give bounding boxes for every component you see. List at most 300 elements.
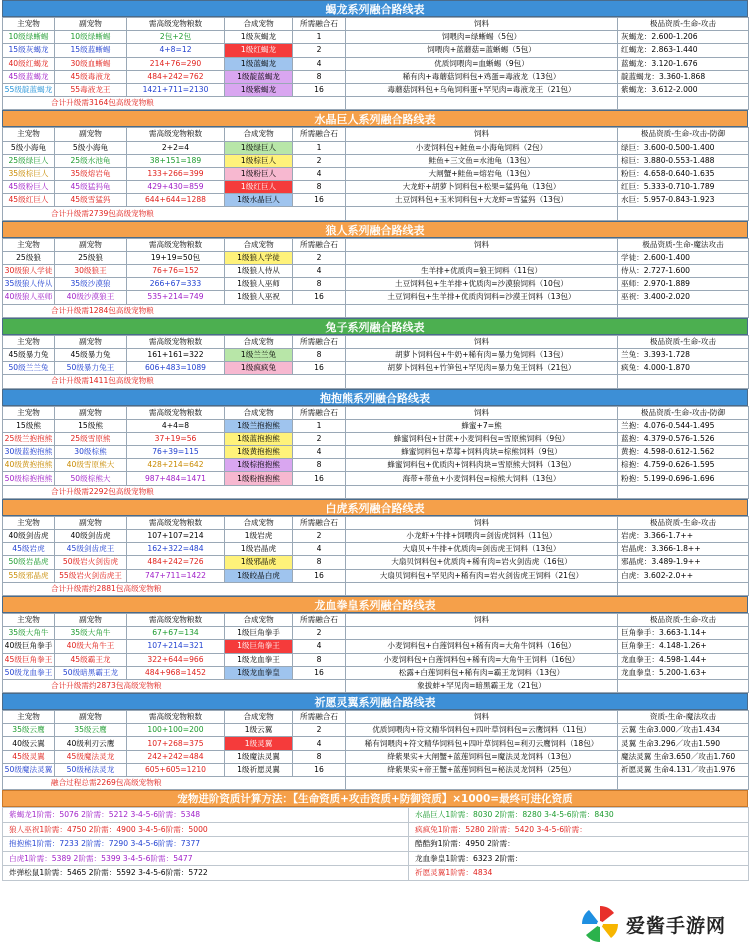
total-food: 合计升级需约2881包高级宠物粮: [3, 582, 346, 595]
food-count: 1421+711=2130: [127, 83, 225, 96]
blank-cell: [618, 304, 749, 317]
column-header: 主宠物: [3, 335, 55, 348]
result-pet: 1级棕抱抱熊: [225, 459, 293, 472]
result-pet: 1级巨角拳王: [225, 640, 293, 653]
total-food: 合计升级需1284包高级宠物粮: [3, 304, 346, 317]
aptitude: 巨角拳王：4.148-1.26+: [618, 640, 749, 653]
column-header: 所需融合石: [293, 18, 346, 31]
column-header: 副宠物: [55, 335, 127, 348]
fusion-stones: 2: [293, 627, 346, 640]
column-header: 饲料: [346, 238, 618, 251]
food-count: 4+8=12: [127, 44, 225, 57]
column-header: 极品资质-生命-攻击-防御: [618, 406, 749, 419]
food-count: 484+968=1452: [127, 666, 225, 679]
aptitude: 紫蝎龙：3.612-2.000: [618, 83, 749, 96]
route-section: [2, 110, 748, 220]
section-title: 兔子系列融合路线表: [2, 318, 748, 335]
aptitude: 棕抱：4.759-0.626-1.595: [618, 459, 749, 472]
table-row: [3, 44, 749, 57]
total-food: 合计升级需1411包高级宠物粮: [3, 375, 346, 388]
table-row: [3, 556, 749, 569]
column-header: 极品资质-生命-攻击: [618, 516, 749, 529]
feed-recipe: 饲喂肉=绿蜥蜴（5包）: [346, 31, 618, 44]
aptitude-row: [3, 808, 749, 823]
aptitude: 巫祝：3.400-2.020: [618, 291, 749, 304]
result-pet: 1级灵翼: [225, 737, 293, 750]
route-section: [2, 499, 748, 596]
food-count: 107+107=214: [127, 530, 225, 543]
column-header: 合成宠物: [225, 238, 293, 251]
total-row: [3, 97, 749, 110]
column-header: 合成宠物: [225, 335, 293, 348]
total-row: [3, 777, 749, 790]
sub-pet: 40级雪原熊大: [55, 459, 127, 472]
route-table: [2, 238, 749, 318]
extra-feed: [346, 375, 618, 388]
food-count: 605+605=1210: [127, 763, 225, 776]
result-pet: 1级龙血拳皇: [225, 666, 293, 679]
extra-feed: 象拔蚌+罕见肉=暗黑霸王龙（21包）: [346, 679, 618, 692]
result-pet: 1级狼人巫师: [225, 278, 293, 291]
aptitude: 学徒：2.600-1.400: [618, 251, 749, 264]
main-pet: 45级粉巨人: [3, 181, 55, 194]
fusion-stones: 1: [293, 419, 346, 432]
route-table: [2, 17, 749, 110]
sub-pet: 45级猛犸龟: [55, 181, 127, 194]
column-header: 饲料: [346, 406, 618, 419]
route-table: [2, 127, 749, 220]
column-header: 极品资质-生命-攻击: [618, 613, 749, 626]
column-header: 需高级宠物粮数: [127, 335, 225, 348]
column-header: 极品资质-生命-攻击: [618, 18, 749, 31]
fusion-stones: 4: [293, 446, 346, 459]
column-header: 饲料: [346, 516, 618, 529]
result-pet: 1级蓝蝎龙: [225, 57, 293, 70]
fusion-stones: 2: [293, 251, 346, 264]
column-header: 需高级宠物粮数: [127, 711, 225, 724]
food-count: 429+430=859: [127, 181, 225, 194]
column-header: 需高级宠物粮数: [127, 238, 225, 251]
main-pet: 35级棕巨人: [3, 167, 55, 180]
aptitude-right: 祈愿灵翼1阶需：4834: [409, 866, 749, 881]
result-pet: 1级皎晶白虎: [225, 569, 293, 582]
aptitude: 红蝎龙：2.863-1.440: [618, 44, 749, 57]
route-section: [2, 318, 748, 389]
result-pet: 1级粉巨人: [225, 167, 293, 180]
feed-recipe: 生羊排+优质肉=狼王饲料（11包）: [346, 265, 618, 278]
column-header: 主宠物: [3, 711, 55, 724]
result-pet: 1级龙血拳王: [225, 653, 293, 666]
feed-recipe: [346, 627, 618, 640]
food-count: 2包+2包: [127, 31, 225, 44]
result-pet: 1级水晶巨人: [225, 194, 293, 207]
aptitude: 兰抱：4.076-0.544-1.495: [618, 419, 749, 432]
aptitude: 云翼 生命3.000／攻击1.434: [618, 724, 749, 737]
aptitude: 龙血拳王：4.598-1.44+: [618, 653, 749, 666]
main-pet: 50级岩晶虎: [3, 556, 55, 569]
aptitude-right: 疯疯兔1阶需：5280 2阶需：5420 3-4-5-6阶需：: [409, 822, 749, 837]
fusion-stones: 2: [293, 724, 346, 737]
column-header: 合成宠物: [225, 18, 293, 31]
column-header: 主宠物: [3, 18, 55, 31]
food-count: 4+4=8: [127, 419, 225, 432]
column-header: 饲料: [346, 18, 618, 31]
main-pet: 40级巨角拳手: [3, 640, 55, 653]
fusion-stones: 8: [293, 750, 346, 763]
main-pet: 45级蓝蝎龙: [3, 70, 55, 83]
column-header: 所需融合石: [293, 613, 346, 626]
aptitude: 黄抱：4.598-0.612-1.562: [618, 446, 749, 459]
aptitude-left: 抱抱熊1阶需：7233 2阶需：7290 3-4-5-6阶需：7377: [3, 837, 409, 852]
feed-recipe: 海带+带鱼+小麦饲料包=棕熊大饲料（13包）: [346, 472, 618, 485]
food-count: 428+214=642: [127, 459, 225, 472]
food-count: 322+644=966: [127, 653, 225, 666]
table-row: [3, 362, 749, 375]
table-row: [3, 724, 749, 737]
table-row: [3, 640, 749, 653]
main-pet: 35级云鹰: [3, 724, 55, 737]
column-header: 所需融合石: [293, 516, 346, 529]
feed-recipe: 优质饲喂肉+符文精华饲料包+四叶草饲料包=云鹰饲料（11包）: [346, 724, 618, 737]
total-row: [3, 485, 749, 498]
sub-pet: 30级血蜥蜴: [55, 57, 127, 70]
table-row: [3, 154, 749, 167]
table-row: [3, 627, 749, 640]
header-row: [3, 406, 749, 419]
blank-cell: [618, 97, 749, 110]
total-row: [3, 375, 749, 388]
food-count: 161+161=322: [127, 348, 225, 361]
table-row: [3, 543, 749, 556]
table-row: [3, 530, 749, 543]
extra-feed: [346, 777, 618, 790]
sub-pet: 50级岩火剑齿虎: [55, 556, 127, 569]
blank-cell: [618, 485, 749, 498]
result-pet: 1级疯疯兔: [225, 362, 293, 375]
column-header: 需高级宠物粮数: [127, 516, 225, 529]
blank-cell: [618, 777, 749, 790]
sub-pet: 50级暗黑霸王龙: [55, 666, 127, 679]
aptitude: 粉巨：4.658-0.640-1.635: [618, 167, 749, 180]
table-row: [3, 194, 749, 207]
column-header: 饲料: [346, 711, 618, 724]
column-header: 主宠物: [3, 613, 55, 626]
main-pet: 45级暴力兔: [3, 348, 55, 361]
food-count: 133+266=399: [127, 167, 225, 180]
column-header: 需高级宠物粮数: [127, 128, 225, 141]
table-row: [3, 57, 749, 70]
column-header: 极品资质-生命-攻击: [618, 335, 749, 348]
feed-recipe: 饲喂肉+蓝蘑菇=蓝蜥蜴（5包）: [346, 44, 618, 57]
column-header: 所需融合石: [293, 238, 346, 251]
total-food: 合计升级需3164包高级宠物粮: [3, 97, 346, 110]
table-row: [3, 181, 749, 194]
header-row: [3, 18, 749, 31]
result-pet: 1级兰兰兔: [225, 348, 293, 361]
aptitude: 灰蝎龙：2.600-1.206: [618, 31, 749, 44]
table-row: [3, 432, 749, 445]
column-header: 主宠物: [3, 406, 55, 419]
aptitude-right: 龙血拳皇1阶需：6323 2阶需：: [409, 851, 749, 866]
table-row: [3, 472, 749, 485]
result-pet: 1级狼人学徒: [225, 251, 293, 264]
sub-pet: 35级大角牛: [55, 627, 127, 640]
route-section: [2, 693, 748, 790]
fusion-stones: 4: [293, 167, 346, 180]
feed-recipe: 胡萝卜饲料包+竹笋包+罕见肉=暴力兔王饲料（21包）: [346, 362, 618, 375]
main-pet: 50级龙血拳王: [3, 666, 55, 679]
footer-title: 宠物进阶资质计算方法：【生命资质+攻击资质+防御资质】×1000=最终可进化资质: [2, 790, 748, 807]
main-pet: 40级黄抱抱熊: [3, 459, 55, 472]
fusion-stones: 16: [293, 362, 346, 375]
sub-pet: 5级小海龟: [55, 141, 127, 154]
table-row: [3, 653, 749, 666]
sub-pet: 55级岩火剑齿虎王: [55, 569, 127, 582]
sub-pet: 45级暴力兔: [55, 348, 127, 361]
food-count: 67+67=134: [127, 627, 225, 640]
aptitude: 岩虎：3.366-1.7++: [618, 530, 749, 543]
aptitude-left: 炸弹松鼠1阶需：5465 2阶需：5592 3-4-5-6阶需：5722: [3, 866, 409, 881]
feed-recipe: 大扇贝饲料包+优质肉+稀有肉=岩火剑齿虎（16包）: [346, 556, 618, 569]
feed-recipe: 土豆饲料包+玉米饲料包+大龙虾=雪猛犸（13包）: [346, 194, 618, 207]
main-pet: 5级小海龟: [3, 141, 55, 154]
fusion-stones: 8: [293, 70, 346, 83]
food-count: 76+39=115: [127, 446, 225, 459]
watermark: [574, 900, 744, 948]
total-row: [3, 679, 749, 692]
aptitude-row: [3, 866, 749, 881]
sub-pet: 10级绿蜥蜴: [55, 31, 127, 44]
table-row: [3, 750, 749, 763]
feed-recipe: 大扇贝饲料包+罕见肉+稀有肉=岩火剑齿虎王饲料（21包）: [346, 569, 618, 582]
result-pet: 1级兰抱抱熊: [225, 419, 293, 432]
food-count: 19+19=50包: [127, 251, 225, 264]
main-pet: 45级岩虎: [3, 543, 55, 556]
column-header: 饲料: [346, 613, 618, 626]
fusion-stones: 4: [293, 737, 346, 750]
fusion-stones: 16: [293, 291, 346, 304]
watermark-text: 爱酱手游网: [626, 914, 727, 937]
feed-recipe: 稀有肉+毒蘑菇饲料包+鸡蛋=毒液龙（13包）: [346, 70, 618, 83]
aptitude: 水巨：5.957-0.843-1.923: [618, 194, 749, 207]
sub-pet: 25级水池龟: [55, 154, 127, 167]
column-header: 合成宠物: [225, 711, 293, 724]
column-header: 需高级宠物粮数: [127, 406, 225, 419]
feed-recipe: [346, 251, 618, 264]
fusion-stones: 2: [293, 432, 346, 445]
sub-pet: 25级狼: [55, 251, 127, 264]
food-count: 37+19=56: [127, 432, 225, 445]
main-pet: 50级魔法灵翼: [3, 763, 55, 776]
fusion-stones: 4: [293, 57, 346, 70]
aptitude: 龙血拳皇：5.200-1.63+: [618, 666, 749, 679]
table-row: [3, 459, 749, 472]
total-food: 合计升级需约2873包高级宠物粮: [3, 679, 346, 692]
route-table: [2, 613, 749, 693]
blank-cell: [618, 207, 749, 220]
fusion-stones: 16: [293, 763, 346, 776]
main-pet: 35级狼人侍从: [3, 278, 55, 291]
aptitude: 兰兔：3.393-1.728: [618, 348, 749, 361]
table-row: [3, 737, 749, 750]
feed-recipe: 优质饲喂肉=血蜥蜴（9包）: [346, 57, 618, 70]
food-count: 76+76=152: [127, 265, 225, 278]
header-row: [3, 711, 749, 724]
header-row: [3, 238, 749, 251]
header-row: [3, 613, 749, 626]
feed-recipe: 胡萝卜饲料包+牛奶+稀有肉=暴力兔饲料（13包）: [346, 348, 618, 361]
table-row: [3, 83, 749, 96]
column-header: 极品资质-生命-攻击-防御: [618, 128, 749, 141]
aptitude: 棕巨：3.880-0.553-1.488: [618, 154, 749, 167]
feed-recipe: 绛紫果实+大闸蟹+蓝莲饲料包=魔法灵龙饲料（13包）: [346, 750, 618, 763]
feed-recipe: 小麦饲料包+白莲饲料包+稀有肉=大角牛饲料（16包）: [346, 640, 618, 653]
extra-feed: [346, 582, 618, 595]
result-pet: 1级靛蓝蝎龙: [225, 70, 293, 83]
sub-pet: 40级沙漠狼王: [55, 291, 127, 304]
result-pet: 1级紫蝎龙: [225, 83, 293, 96]
feed-recipe: 稀有饲喂肉+符文精华饲料包+四叶草饲料包=利刃云鹰饲料（18包）: [346, 737, 618, 750]
feed-recipe: 大闸蟹+鲑鱼=熔岩龟（13包）: [346, 167, 618, 180]
aptitude: 祈愿灵翼 生命4.131／攻击1.976: [618, 763, 749, 776]
aptitude: 魔法灵翼 生命3.650／攻击1.760: [618, 750, 749, 763]
total-row: [3, 582, 749, 595]
sub-pet: 35级云鹰: [55, 724, 127, 737]
result-pet: 1级蓝抱抱熊: [225, 432, 293, 445]
aptitude: 红巨：5.333-0.710-1.789: [618, 181, 749, 194]
result-pet: 1级云翼: [225, 724, 293, 737]
aptitude: 蓝抱：4.379-0.576-1.526: [618, 432, 749, 445]
aptitude: 蓝蝎龙：3.120-1.676: [618, 57, 749, 70]
column-header: 合成宠物: [225, 613, 293, 626]
sub-pet: 50级秘法灵龙: [55, 763, 127, 776]
main-pet: 55级靛蓝蝎龙: [3, 83, 55, 96]
food-count: 2+2=4: [127, 141, 225, 154]
fusion-stones: 8: [293, 556, 346, 569]
sub-pet: 30级狼王: [55, 265, 127, 278]
total-food: 合计升级需2292包高级宠物粮: [3, 485, 346, 498]
column-header: 极品资质-生命-魔法攻击: [618, 238, 749, 251]
route-section: [2, 221, 748, 318]
fusion-stones: 16: [293, 666, 346, 679]
feed-recipe: 蜂蜜饲料包+草莓+饲料肉块=棕熊饲料（9包）: [346, 446, 618, 459]
table-row: [3, 265, 749, 278]
column-header: 饲料: [346, 128, 618, 141]
food-count: 107+214=321: [127, 640, 225, 653]
feed-recipe: 松露+白莲饲料包+稀有肉=霸王龙饲料（13包）: [346, 666, 618, 679]
aptitude-left: 白虎1阶需：5389 2阶需：5399 3-4-5-6阶需：5477: [3, 851, 409, 866]
main-pet: 10级绿蜥蜴: [3, 31, 55, 44]
extra-feed: [346, 97, 618, 110]
result-pet: 1级黄抱抱熊: [225, 446, 293, 459]
aptitude: 灵翼 生命3.296／攻击1.590: [618, 737, 749, 750]
main-pet: 45级红巨人: [3, 194, 55, 207]
column-header: 主宠物: [3, 128, 55, 141]
aptitude-row: [3, 851, 749, 866]
table-row: [3, 763, 749, 776]
aptitude: 岩晶虎：3.366-1.8++: [618, 543, 749, 556]
fusion-stones: 8: [293, 348, 346, 361]
total-row: [3, 207, 749, 220]
feed-recipe: 小麦饲料包+鲑鱼=小海龟饲料（2包）: [346, 141, 618, 154]
result-pet: 1级狼人侍从: [225, 265, 293, 278]
main-pet: 40级剑齿虎: [3, 530, 55, 543]
sub-pet: 35级沙漠狼: [55, 278, 127, 291]
section-title: 祈愿灵翼系列融合路线表: [2, 693, 748, 710]
fusion-stones: 8: [293, 181, 346, 194]
aptitude-left: 紫蝎龙1阶需：5076 2阶需：5212 3-4-5-6阶需：5348: [3, 808, 409, 823]
food-count: 107+268=375: [127, 737, 225, 750]
aptitude-footer: [2, 790, 748, 881]
fusion-stones: 2: [293, 530, 346, 543]
main-pet: 35级大角牛: [3, 627, 55, 640]
table-row: [3, 31, 749, 44]
sub-pet: 15级熊: [55, 419, 127, 432]
fusion-stones: 4: [293, 265, 346, 278]
result-pet: 1级红蝎龙: [225, 44, 293, 57]
feed-recipe: 鲑鱼+三文鱼=水池龟（13包）: [346, 154, 618, 167]
main-pet: 50级兰兰兔: [3, 362, 55, 375]
column-header: 所需融合石: [293, 406, 346, 419]
food-count: 535+214=749: [127, 291, 225, 304]
sub-pet: 50级棕熊大: [55, 472, 127, 485]
fusion-stones: 1: [293, 141, 346, 154]
table-row: [3, 167, 749, 180]
result-pet: 1级灰蝎龙: [225, 31, 293, 44]
table-row: [3, 446, 749, 459]
result-pet: 1级粉抱抱熊: [225, 472, 293, 485]
table-row: [3, 666, 749, 679]
main-pet: 30级蓝抱抱熊: [3, 446, 55, 459]
column-header: 副宠物: [55, 406, 127, 419]
aptitude: 绿巨：3.600-0.500-1.400: [618, 141, 749, 154]
food-count: 484+242=762: [127, 70, 225, 83]
blank-cell: [618, 582, 749, 595]
blank-cell: [618, 679, 749, 692]
main-pet: 15级灰蝎龙: [3, 44, 55, 57]
fusion-stones: 2: [293, 154, 346, 167]
food-count: 100+100=200: [127, 724, 225, 737]
sub-pet: 25级雪原熊: [55, 432, 127, 445]
section-title: 蝎龙系列融合路线表: [2, 0, 748, 17]
feed-recipe: 大龙虾+胡萝卜饲料包+松果=猛犸龟（13包）: [346, 181, 618, 194]
header-row: [3, 335, 749, 348]
column-header: 合成宠物: [225, 406, 293, 419]
route-table: [2, 516, 749, 596]
aptitude-right: 酷酷狗1阶需：4950 2阶需：: [409, 837, 749, 852]
sub-pet: 45级霸王龙: [55, 653, 127, 666]
fusion-stones: 16: [293, 472, 346, 485]
sub-pet: 15级蓝蜥蜴: [55, 44, 127, 57]
result-pet: 1级红巨人: [225, 181, 293, 194]
food-count: 38+151=189: [127, 154, 225, 167]
feed-recipe: 土豆饲料包+生羊排+优质肉=沙漠狼饲料（10包）: [346, 278, 618, 291]
aptitude: 巨角拳手：3.663-1.14+: [618, 627, 749, 640]
column-header: 主宠物: [3, 516, 55, 529]
feed-recipe: 蜂蜜饲料包+优质肉+饲料肉块=雪原熊大饲料（13包）: [346, 459, 618, 472]
section-title: 狼人系列融合路线表: [2, 221, 748, 238]
column-header: 合成宠物: [225, 516, 293, 529]
food-count: 987+484=1471: [127, 472, 225, 485]
column-header: 副宠物: [55, 516, 127, 529]
fusion-stones: 16: [293, 194, 346, 207]
food-count: 214+76=290: [127, 57, 225, 70]
table-row: [3, 348, 749, 361]
main-pet: 30级狼人学徒: [3, 265, 55, 278]
header-row: [3, 128, 749, 141]
main-pet: 40级红蝎龙: [3, 57, 55, 70]
main-pet: 25级绿巨人: [3, 154, 55, 167]
